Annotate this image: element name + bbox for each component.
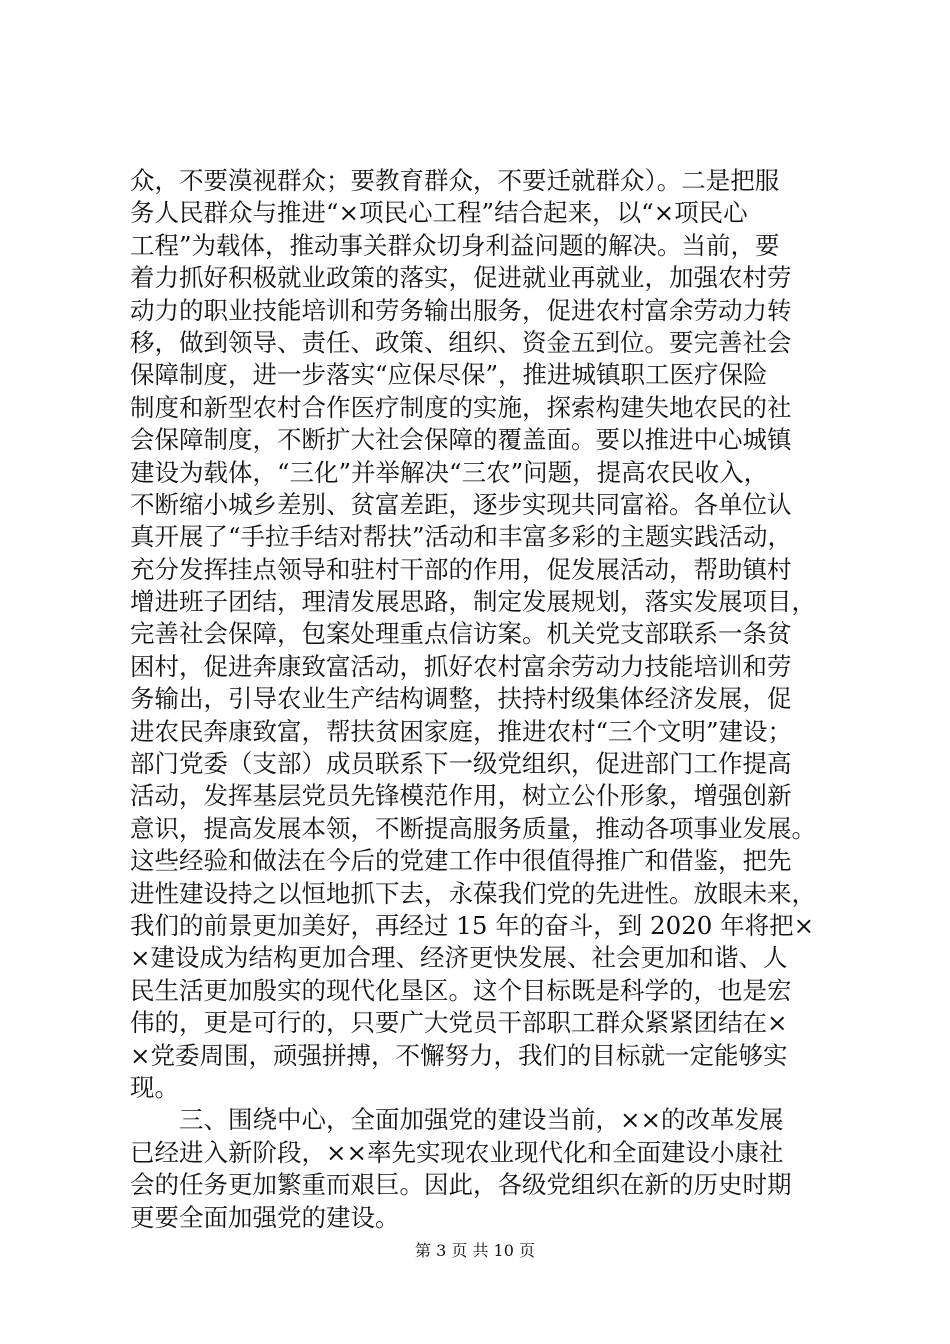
text-line: 不断缩小城乡差别、贫富差距，逐步实现共同富裕。各单位认: [130, 489, 792, 519]
text-line: 务输出，引导农业生产结构调整，扶持村级集体经济发展，促: [130, 684, 792, 714]
text-line: 充分发挥挂点领导和驻村干部的作用，促发展活动，帮助镇村: [130, 554, 792, 584]
page-footer: 第 3 页 共 10 页: [415, 1241, 535, 1260]
text-line: 这些经验和做法在今后的党建工作中很值得推广和借鉴，把先: [130, 846, 792, 876]
text-line: 完善社会保障，包案处理重点信访案。机关党支部联系一条贫: [130, 619, 792, 649]
text-line: 移，做到领导、责任、政策、组织、资金五到位。要完善社会: [130, 327, 792, 357]
text-line: 会的任务更加繁重而艰巨。因此，各级党组织在新的历史时期: [130, 1170, 792, 1200]
text-line: 众，不要漠视群众；要教育群众，不要迁就群众）。二是把服: [130, 166, 780, 195]
text-line: 意识，提高发展本领，不断提高服务质量，推动各项事业发展。: [130, 813, 816, 843]
text-line: 困村，促进奔康致富活动，抓好农村富余劳动力技能培训和劳: [130, 651, 792, 681]
text-line: 工程”为载体，推动事关群众切身利益问题的解决。当前，要: [130, 230, 780, 260]
text-line: 着力抓好积极就业政策的落实，促进就业再就业，加强农村劳: [130, 263, 792, 293]
text-line: 制度和新型农村合作医疗制度的实施，探索构建失地农民的社: [130, 392, 792, 422]
text-line: 保障制度，进一步落实“应保尽保”，推进城镇职工医疗保险: [130, 360, 768, 390]
text-line: 部门党委（支部）成员联系下一级党组织，促进部门工作提高: [130, 749, 792, 779]
text-line: 进性建设持之以恒地抓下去，永葆我们党的先进性。放眼未来，: [130, 878, 816, 908]
text-line: 民生活更加殷实的现代化垦区。这个目标既是科学的，也是宏: [130, 975, 792, 1005]
text-line: ×党委周围，顽强拼搏，不懈努力，我们的目标就一定能够实: [130, 1040, 788, 1070]
text-line: 已经进入新阶段，××率先实现农业现代化和全面建设小康社: [130, 1137, 784, 1167]
text-line: ×建设成为结构更加合理、经济更快发展、社会更加和谐、人: [130, 943, 788, 973]
text-line: 动力的职业技能培训和劳务输出服务，促进农村富余劳动力转: [130, 295, 792, 325]
text-line: 增进班子团结，理清发展思路，制定发展规划，落实发展项目，: [130, 587, 816, 617]
text-line: 更要全面加强党的建设。: [130, 1202, 400, 1232]
text-line: 会保障制度，不断扩大社会保障的覆盖面。要以推进中心城镇: [130, 425, 792, 455]
text-line: 伟的，更是可行的，只要广大党员干部职工群众紧紧团结在×: [130, 1008, 788, 1038]
text-line: 现。: [130, 1072, 179, 1102]
text-line: 活动，发挥基层党员先锋模范作用，树立公仆形象，增强创新: [130, 781, 792, 811]
text-line: 务人民群众与推进“×项民心工程”结合起来，以“×项民心: [130, 198, 748, 228]
text-line: 进农民奔康致富，帮扶贫困家庭，推进农村“三个文明”建设；: [130, 716, 793, 746]
text-line: 建设为载体，“三化”并举解决“三农”问题，提高农民收入，: [130, 457, 769, 487]
text-line: 我们的前景更加美好，再经过 15 年的奋斗，到 2020 年将把×: [130, 910, 815, 940]
body-text: [130, 165, 860, 1234]
text-line: 三、围绕中心，全面加强党的建设当前，××的改革发展: [130, 1105, 784, 1135]
text-line: 真开展了“手拉手结对帮扶”活动和丰富多彩的主题实践活动，: [130, 522, 793, 552]
